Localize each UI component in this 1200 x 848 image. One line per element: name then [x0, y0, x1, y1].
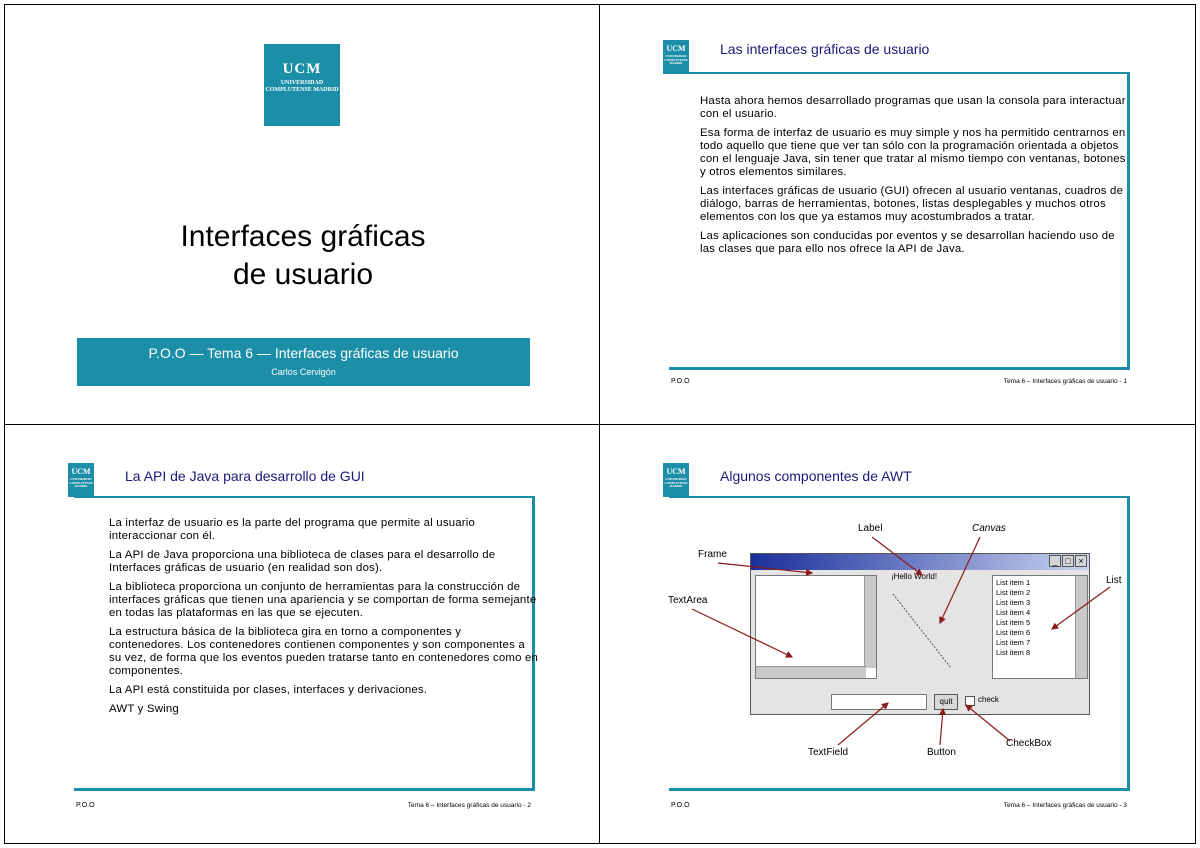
logo-subtext: UNIVERSIDAD COMPLUTENSE MADRID — [69, 477, 93, 489]
hello-label: ¡Hello World! — [891, 572, 938, 581]
list-item[interactable]: List item 5 — [996, 618, 1031, 627]
footer-right: Tema 6 – Interfaces gráficas de usuario - 1 — [1003, 378, 1127, 385]
check-box[interactable] — [965, 696, 975, 706]
annotation-button: Button — [927, 747, 956, 758]
logo-text: UCM — [666, 467, 686, 476]
paragraph: Hasta ahora hemos desarrollado programas que usan la consola para interactuar con el usuario. — [700, 95, 1126, 120]
close-icon[interactable]: × — [1075, 555, 1087, 567]
paragraph: La biblioteca proporciona un conjunto de herramientas para la construcción de interfaces gráficas que tienen una apariencia y se comportan de forma semejante en todas las plataformas en las que se ejecuten. — [109, 581, 537, 619]
annotation-checkbox: CheckBox — [1006, 738, 1052, 749]
paragraph: La interfaz de usuario es la parte del programa que permite al usuario interaccionar con él. — [109, 517, 476, 542]
course-line: P.O.O — Tema 6 — Interfaces gráficas de usuario — [148, 345, 459, 361]
list-scrollbar[interactable] — [1075, 576, 1087, 678]
list-item[interactable]: List item 8 — [996, 648, 1031, 657]
text-field[interactable] — [831, 694, 927, 710]
check-label: check — [978, 695, 999, 704]
slide-3 — [599, 424, 1196, 844]
annotation-frame: Frame — [698, 549, 727, 560]
footer-right: Tema 6 – Interfaces gráficas de usuario - 3 — [1003, 802, 1127, 809]
window-controls — [1049, 555, 1087, 568]
text-area[interactable] — [755, 575, 877, 679]
logo-text: UCM — [282, 61, 322, 77]
ucm-logo — [663, 40, 689, 74]
presentation-title — [5, 218, 601, 294]
slide-2 — [4, 424, 600, 844]
paragraph: Las interfaces gráficas de usuario (GUI) ofrecen al usuario ventanas, cuadros de diálogo, barras de herramientas, botones, listas desplegables y muchos otros elementos con los que ya estamos muy acostumbrados a tratar. — [700, 185, 1124, 223]
slide-body — [109, 517, 539, 722]
paragraph: AWT y Swing — [109, 703, 179, 715]
list-item[interactable]: List item 6 — [996, 628, 1031, 637]
title-slide — [4, 4, 600, 425]
ucm-logo — [264, 44, 340, 126]
slide-title: La API de Java para desarrollo de GUI — [125, 468, 365, 484]
author-line: Carlos Cervigón — [271, 367, 336, 377]
title-band — [77, 338, 530, 386]
awt-frame-window — [750, 553, 1090, 715]
paragraph: La API de Java proporciona una biblioteca de clases para el desarrollo de Interfaces gráficas de usuario (en realidad son dos). — [109, 549, 496, 574]
slide-body — [700, 95, 1130, 262]
horizontal-scrollbar[interactable] — [756, 666, 866, 678]
list-item[interactable]: List item 1 — [996, 578, 1031, 587]
maximize-icon[interactable]: □ — [1062, 555, 1074, 567]
quit-button[interactable]: quit — [934, 694, 958, 710]
footer-left: P.O.O — [671, 802, 690, 809]
canvas-area — [891, 586, 983, 678]
list-item[interactable]: List item 7 — [996, 638, 1031, 647]
footer-left: P.O.O — [671, 378, 690, 385]
window-title-bar — [751, 554, 1089, 570]
logo-subtext: UNIVERSIDAD COMPLUTENSE MADRID — [664, 54, 688, 66]
slide-1 — [599, 4, 1196, 425]
paragraph: Las aplicaciones son conducidas por eventos y se desarrollan haciendo uso de las clases que para ello nos ofrece la API de Java. — [700, 230, 1115, 255]
annotation-textarea: TextArea — [668, 595, 708, 606]
annotation-list: List — [1106, 575, 1122, 586]
slide-title: Algunos componentes de AWT — [720, 468, 912, 484]
ucm-logo — [68, 463, 94, 497]
paragraph: La estructura básica de la biblioteca gira en torno a componentes y contenedores. Los contenedores contienen componentes y son componentes a su vez, de forma que los eventos pueden tratarse tanto en contenedores como en componentes. — [109, 626, 539, 677]
title-line-2: de usuario — [232, 258, 374, 291]
slide-title: Las interfaces gráficas de usuario — [720, 41, 930, 57]
minimize-icon[interactable]: _ — [1049, 555, 1061, 567]
annotation-canvas: Canvas — [972, 523, 1006, 534]
annotation-textfield: TextField — [808, 747, 849, 758]
logo-text: UCM — [666, 44, 686, 53]
logo-text: UCM — [71, 467, 91, 476]
paragraph: La API está constituida por clases, interfaces y derivaciones. — [109, 684, 428, 696]
vertical-scrollbar[interactable] — [864, 576, 876, 668]
annotation-label: Label — [858, 523, 883, 534]
ucm-logo — [663, 463, 689, 497]
list-item[interactable]: List item 4 — [996, 608, 1031, 617]
awt-list[interactable] — [992, 575, 1088, 679]
list-item[interactable]: List item 2 — [996, 588, 1031, 597]
paragraph: Esa forma de interfaz de usuario es muy simple y nos ha permitido centrarnos en todo aquello que tiene que ver tan sólo con la programación orientada a objetos con el lenguaje Java, sin tener que tratar al mismo tiempo con ventanas, botones y otros elementos similares. — [700, 127, 1126, 178]
footer-left: P.O.O — [76, 802, 95, 809]
footer-right: Tema 6 – Interfaces gráficas de usuario - 2 — [407, 802, 531, 809]
logo-subtext: UNIVERSIDAD COMPLUTENSE MADRID — [664, 477, 688, 489]
list-item[interactable]: List item 3 — [996, 598, 1031, 607]
logo-subtext: UNIVERSIDAD COMPLUTENSE MADRID — [265, 80, 339, 93]
title-line-1: Interfaces gráficas — [180, 220, 426, 253]
